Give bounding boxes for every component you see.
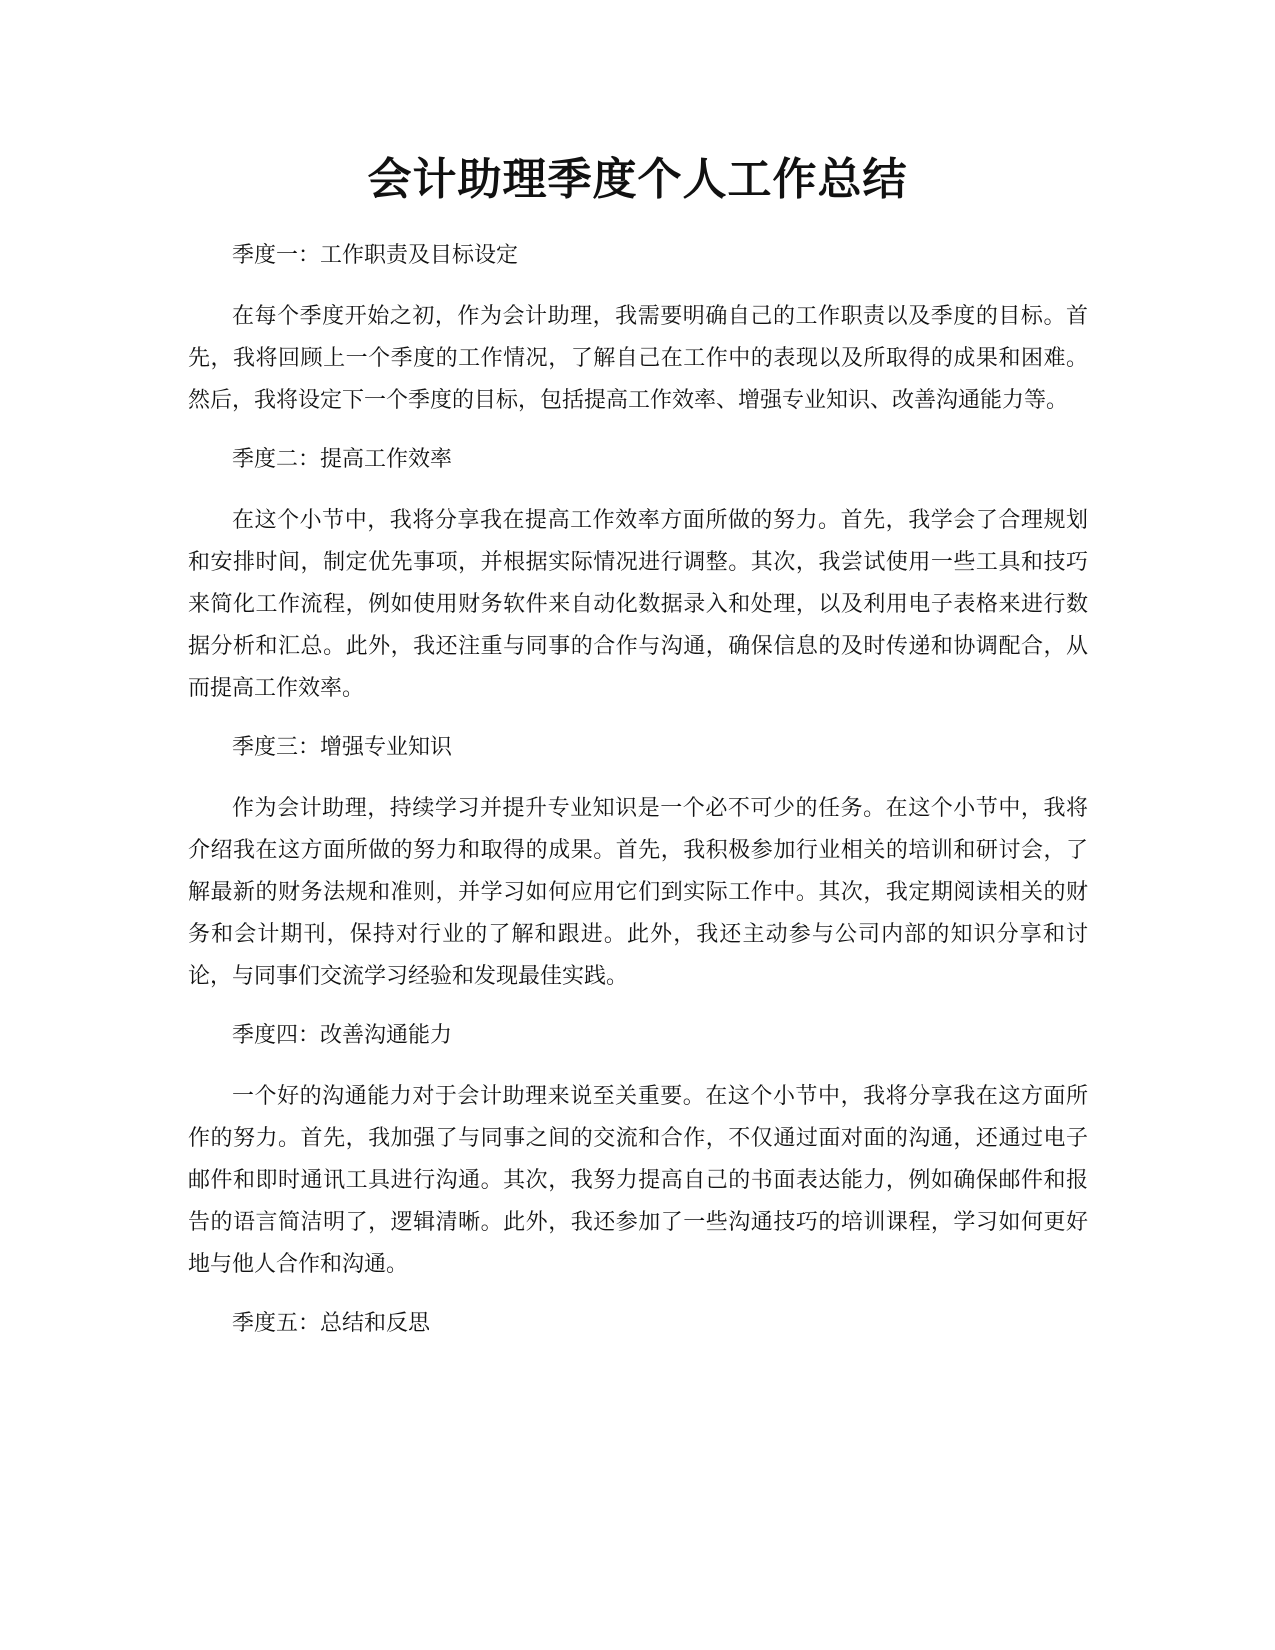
document-body	[188, 240, 1088, 1340]
section-heading-4: 季度四：改善沟通能力	[232, 1023, 453, 1048]
document-title: 会计助理季度个人工作总结	[367, 154, 908, 205]
section-heading-1: 季度一：工作职责及目标设定	[232, 243, 519, 268]
section-heading-5: 季度五：总结和反思	[232, 1311, 431, 1336]
section-paragraph-1: 在每个季度开始之初，作为会计助理，我需要明确自己的工作职责以及季度的目标。首先，我将回顾上一个季度的工作情况，了解自己在工作中的表现以及所取得的成果和困难。然后，我将设定下一个季度的目标，包括提高工作效率、增强专业知识、改善沟通能力等。	[188, 304, 1088, 413]
section-heading-2: 季度二：提高工作效率	[232, 447, 453, 472]
section-paragraph-3: 作为会计助理，持续学习并提升专业知识是一个必不可少的任务。在这个小节中，我将介绍我在这方面所做的努力和取得的成果。首先，我积极参加行业相关的培训和研讨会，了解最新的财务法规和准则，并学习如何应用它们到实际工作中。其次，我定期阅读相关的财务和会计期刊，保持对行业的了解和跟进。此外，我还主动参与公司内部的知识分享和讨论，与同事们交流学习经验和发现最佳实践。	[188, 796, 1088, 989]
section-heading-3: 季度三：增强专业知识	[232, 735, 453, 760]
section-paragraph-4: 一个好的沟通能力对于会计助理来说至关重要。在这个小节中，我将分享我在这方面所作的努力。首先，我加强了与同事之间的交流和合作，不仅通过面对面的沟通，还通过电子邮件和即时通讯工具进行沟通。其次，我努力提高自己的书面表达能力，例如确保邮件和报告的语言简洁明了，逻辑清晰。此外，我还参加了一些沟通技巧的培训课程，学习如何更好地与他人合作和沟通。	[188, 1084, 1088, 1277]
section-paragraph-2: 在这个小节中，我将分享我在提高工作效率方面所做的努力。首先，我学会了合理规划和安排时间，制定优先事项，并根据实际情况进行调整。其次，我尝试使用一些工具和技巧来简化工作流程，例如使用财务软件来自动化数据录入和处理，以及利用电子表格来进行数据分析和汇总。此外，我还注重与同事的合作与沟通，确保信息的及时传递和协调配合，从而提高工作效率。	[188, 508, 1088, 701]
